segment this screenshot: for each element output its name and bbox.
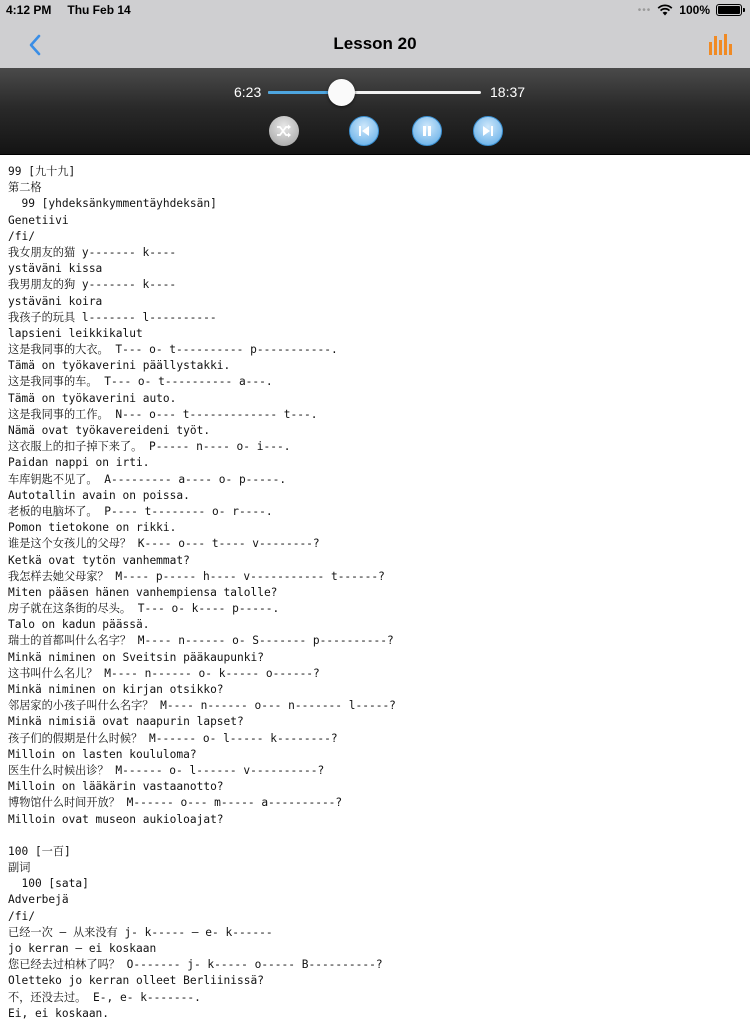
multitasking-dots-icon: ••• [637,4,652,16]
text-line: Milloin ovat museon aukioloajat? [8,812,224,826]
text-line: lapsieni leikkikalut [8,326,143,340]
text-line: Genetiivi [8,213,69,227]
pause-icon [420,124,434,138]
text-line: Tämä on työkaverini päällystakki. [8,359,231,373]
text-line: 这是我同事的工作。 N--- o--- t------------- t---. [8,407,318,421]
text-line: ystäväni kissa [8,262,103,276]
skip-previous-icon [357,124,371,138]
wifi-icon [657,4,673,16]
text-line: Ketkä ovat tytön vanhemmat? [8,553,190,567]
text-line: 不，还没去过。 E-, e- k-------. [8,990,201,1004]
text-line: 第二格 [8,181,42,195]
elapsed-time: 6:23 [234,84,262,100]
skip-next-icon [481,124,495,138]
text-line: 我女朋友的猫 y------- k---- [8,245,177,259]
text-line: 博物馆什么时间开放？ M------ o--- m----- a----------? [8,796,343,810]
text-line: 这是我同事的大衣。 T--- o- t---------- p-----------. [8,343,338,357]
shuffle-icon [276,124,292,138]
text-line: 这书叫什么名儿？ M---- n------ o- k----- o------? [8,666,320,680]
text-line: 这是我同事的车。 T--- o- t---------- a---. [8,375,273,389]
navigation-bar [0,22,750,68]
total-time: 18:37 [490,84,526,100]
battery-percent: 100% [679,3,710,17]
pause-button[interactable] [412,116,442,146]
text-line: /fi/ [8,909,35,923]
text-line: Milloin on lasten koululoma? [8,747,197,761]
text-line: 副词 [8,861,31,875]
text-line: 瑞士的首都叫什么名字？ M---- n------ o- S------- p----------? [8,634,394,648]
shuffle-button[interactable] [269,116,299,146]
progress-thumb[interactable] [328,79,355,106]
text-line: Ei, ei koskaan. [8,1006,110,1020]
text-line: 99 [yhdeksänkymmentäyhdeksän] [8,197,217,211]
status-time: 4:12 PM [6,3,52,17]
text-line: 邻居家的小孩子叫什么名字？ M---- n------ o--- n------- l-----? [8,699,396,713]
battery-icon [716,4,742,16]
bar-chart-icon[interactable] [708,32,732,56]
page-title: Lesson 20 [333,34,417,53]
text-line: 房子就在这条街的尽头。 T--- o- k---- p-----. [8,602,280,616]
text-line: 100 [sata] [8,877,89,891]
progress-slider[interactable] [268,91,481,94]
text-line: 孩子们的假期是什么时候？ M------ o- l----- k--------? [8,731,338,745]
text-line: /fi/ [8,229,35,243]
text-line: 老板的电脑坏了。 P---- t-------- o- r----. [8,504,273,518]
text-line: Paidan nappi on irti. [8,456,150,470]
text-line: Miten pääsen hänen vanhempiensa talolle? [8,585,278,599]
text-line: Pomon tietokone on rikki. [8,521,177,535]
text-line: 这衣服上的扣子掉下来了。 P----- n---- o- i---. [8,440,291,454]
text-line: Adverbejä [8,893,69,907]
text-line: 车库钥匙不见了。 A--------- a---- o- p-----. [8,472,287,486]
text-line: 99 [九十九] [8,165,76,178]
text-line: Minkä nimisiä ovat naapurin lapset? [8,715,244,729]
text-line: jo kerran — ei koskaan [8,942,157,955]
text-line: Minkä niminen on kirjan otsikko? [8,683,224,696]
text-line: 我孩子的玩具 l------- l---------- [8,310,217,324]
text-line: 您已经去过柏林了吗？ O------- j- k----- o----- B----------? [8,958,383,972]
text-line: 100 [一百] [8,844,71,858]
lesson-text [0,154,750,1020]
text-line: Oletteko jo kerran olleet Berliinissä? [8,974,264,988]
audio-player [0,68,750,154]
text-line: Minkä niminen on Sveitsin pääkaupunki? [8,650,264,664]
text-line: Tämä on työkaverini auto. [8,391,177,405]
text-line: Milloin on lääkärin vastaanotto? [8,780,224,794]
status-date: Thu Feb 14 [67,3,131,17]
text-line: 医生什么时候出诊？ M------ o- l------ v----------? [8,763,325,777]
text-line: Talo on kadun päässä. [8,618,150,632]
text-line: 谁是这个女孩儿的父母？ K---- o--- t---- v--------? [8,537,320,551]
text-line: Autotallin avain on poissa. [8,488,190,502]
status-bar [0,0,750,22]
text-line: ystäväni koira [8,294,103,308]
previous-button[interactable] [349,116,379,146]
text-line: 我怎样去她父母家？ M---- p----- h---- v----------- t------? [8,569,385,583]
section-spacer [8,828,750,844]
text-line: Nämä ovat työkavereideni työt. [8,424,211,437]
text-line: 已经一次 — 从来没有 j- k----- — e- k------ [8,925,273,939]
text-line: 我男朋友的狗 y------- k---- [8,278,177,292]
next-button[interactable] [473,116,503,146]
